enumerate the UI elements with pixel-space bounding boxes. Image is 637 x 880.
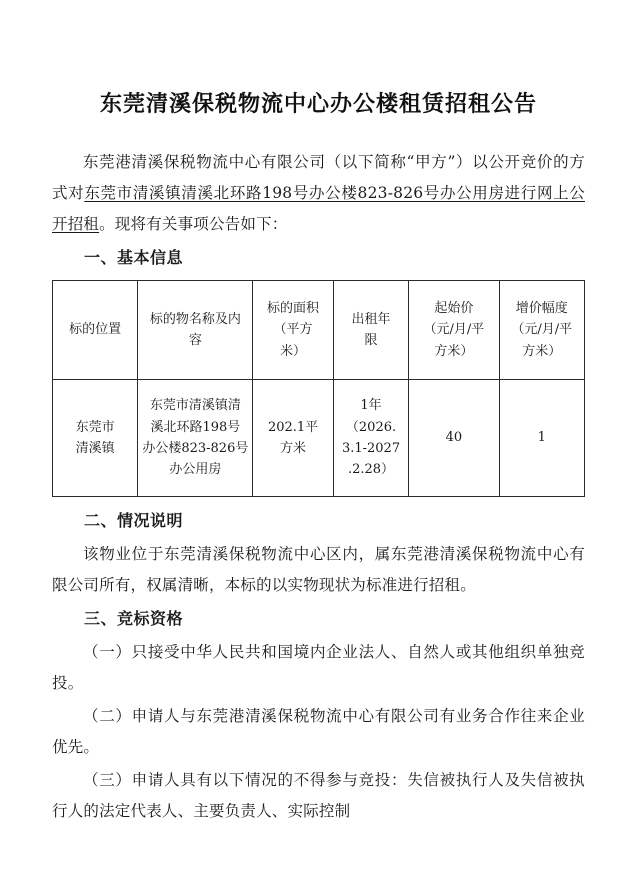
column-header-name-content xyxy=(138,281,253,380)
header-line: 方米） xyxy=(522,343,562,359)
qualification-paragraph-2: （二）申请人与东莞港清溪保税物流中心有限公司有业务合作往来企业优先。 xyxy=(52,707,585,756)
header-line: 米） xyxy=(280,343,307,359)
section-heading-situation: 二、情况说明 xyxy=(84,511,184,530)
section-heading-qualification: 三、竞标资格 xyxy=(84,609,184,628)
header-line: （平方 xyxy=(273,322,313,338)
cell-line: 方米 xyxy=(280,441,307,456)
cell-lease-term xyxy=(333,380,409,497)
header-line: 方米） xyxy=(434,343,474,359)
cell-line: 东莞市清溪镇清 xyxy=(149,398,241,414)
column-header-location xyxy=(53,281,138,380)
column-header-increment xyxy=(499,281,584,380)
column-header-area xyxy=(253,281,333,380)
header-line: 出租年 xyxy=(351,311,391,327)
cell-line: 3.1-2027 xyxy=(341,441,401,456)
cell-line: 溪北环路198号 xyxy=(150,419,241,435)
header-line: （元/月/平 xyxy=(423,322,485,338)
header-line: 起始价 xyxy=(434,300,474,316)
page-title: 东莞清溪保税物流中心办公楼租赁招租公告 xyxy=(99,91,537,117)
cell-location xyxy=(53,380,138,497)
table-header-row xyxy=(53,281,585,380)
table-body xyxy=(53,380,585,497)
qualification-paragraph-3: （三）申请人具有以下情况的不得参与竞投：失信被执行人及失信被执行人的法定代表人、主要负责人、实际控制 xyxy=(52,771,585,820)
cell-line: 1年 xyxy=(360,398,382,414)
cell-line: 清溪镇 xyxy=(75,441,115,456)
cell-line: 1 xyxy=(537,430,546,446)
basic-info-table xyxy=(52,280,585,497)
column-header-starting-price xyxy=(409,281,499,380)
header-line: 增价幅度 xyxy=(515,300,568,316)
cell-line: 办公用房 xyxy=(169,462,222,478)
table-header xyxy=(53,281,585,380)
header-line: 容 xyxy=(188,333,202,348)
table-row xyxy=(53,380,585,497)
intro-prefix: 东莞港清溪保税物流中心有限公司（以下简称“甲方”）以公开竞价的方式对 xyxy=(52,153,585,202)
header-line: 标的位置 xyxy=(69,322,122,338)
section-heading-basic-info: 一、基本信息 xyxy=(84,248,184,267)
intro-underlined: 东莞市清溪镇清溪北环路198号办公楼823-826号办公用房进行网上公开招租 xyxy=(52,184,585,233)
column-header-lease-term xyxy=(333,281,409,380)
header-line: 标的面积 xyxy=(267,300,320,316)
intro-paragraph xyxy=(52,147,585,240)
intro-suffix: 。现将有关事项公告如下： xyxy=(99,215,288,233)
cell-starting-price xyxy=(409,380,499,497)
cell-line: .2.28） xyxy=(347,462,395,478)
cell-name-content xyxy=(138,380,253,497)
cell-line: 202.1平 xyxy=(267,419,319,435)
qualification-paragraph-1: （一）只接受中华人民共和国境内企业法人、自然人或其他组织单独竞投。 xyxy=(52,643,585,692)
header-line: 标的物名称及内 xyxy=(149,311,241,327)
cell-increment xyxy=(499,380,584,497)
cell-line: 办公楼823-826号 xyxy=(142,441,249,456)
cell-area xyxy=(253,380,333,497)
cell-line: 东莞市 xyxy=(75,419,115,435)
situation-paragraph: 该物业位于东莞清溪保税物流中心区内，属东莞港清溪保税物流中心有限公司所有，权属清晰，本标的以实物现状为标准进行招租。 xyxy=(52,545,585,594)
cell-line: 40 xyxy=(445,430,463,446)
header-line: 限 xyxy=(364,333,378,348)
header-line: （元/月/平 xyxy=(511,322,573,338)
cell-line: （2026. xyxy=(345,419,397,435)
